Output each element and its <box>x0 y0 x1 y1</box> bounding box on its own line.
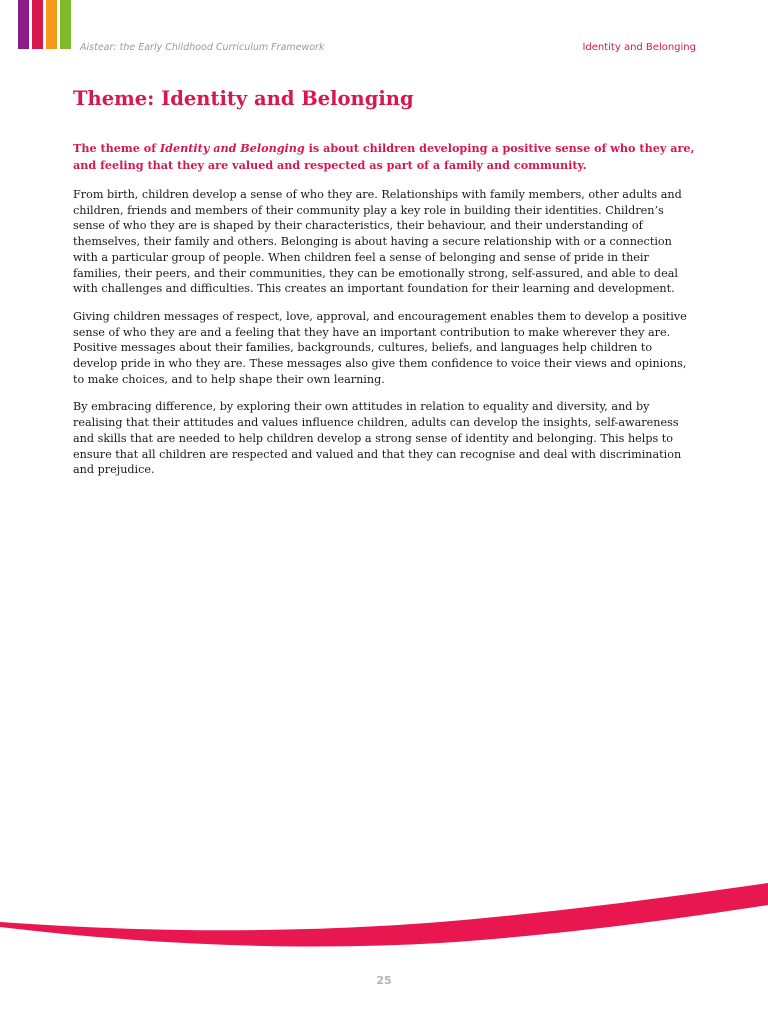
color-bar-orange <box>46 0 57 49</box>
intro-text-before: The theme of <box>73 141 160 155</box>
running-header-document-title: Aistear: the Early Childhood Curriculum Framework <box>80 42 325 53</box>
body-paragraph-1: From birth, children develop a sense of who they are. Relationships with family members, other adults and children, friends and members of their community play a key role in building their identities. Children’s sense of who they are is shaped by their characteristics, their behaviour, and their understanding of themselves, their family and others. Belonging is about having a secure relationship with or a connection with a particular group of people. When children feel a sense of belonging and sense of pride in their families, their peers, and their communities, they can be emotionally strong, self-assured, and able to deal with challenges and difficulties. This creates an important foundation for their learning and development. <box>73 188 682 296</box>
main-content <box>73 140 698 490</box>
page-title: Theme: Identity and Belonging <box>73 87 414 110</box>
color-bar-green <box>60 0 71 49</box>
page-number: 25 <box>376 974 392 987</box>
body-paragraph-2: Giving children messages of respect, love, approval, and encouragement enables them to develop a positive sense of who they are and a feeling that they have an important contribution to make wherever they are. Positive messages about their families, backgrounds, cultures, beliefs, and languages help children to develop pride in who they are. These messages also give them confidence to voice their views and opinions, to make choices, and to help shape their own learning. <box>73 309 687 386</box>
color-bar-red <box>32 0 43 49</box>
running-header-section-title: Identity and Belonging <box>582 42 696 53</box>
header-color-bars <box>18 0 71 49</box>
color-bar-purple <box>18 0 29 49</box>
intro-paragraph <box>73 140 698 173</box>
footer-wave-shape <box>0 883 768 946</box>
footer-wave-decoration <box>0 875 768 955</box>
intro-text-after: is about children developing a positive sense of who they are, and feeling that they are valued and respected as part of a family and community. <box>73 141 695 172</box>
body-paragraph-3: By embracing difference, by exploring their own attitudes in relation to equality and diversity, and by realising that their attitudes and values influence children, adults can develop the insights, self-awareness and skills that are needed to help children develop a strong sense of identity and belonging. This helps to ensure that all children are respected and valued and that they can recognise and deal with discrimination and prejudice. <box>73 400 682 477</box>
intro-emphasis: Identity and Belonging <box>159 141 305 155</box>
